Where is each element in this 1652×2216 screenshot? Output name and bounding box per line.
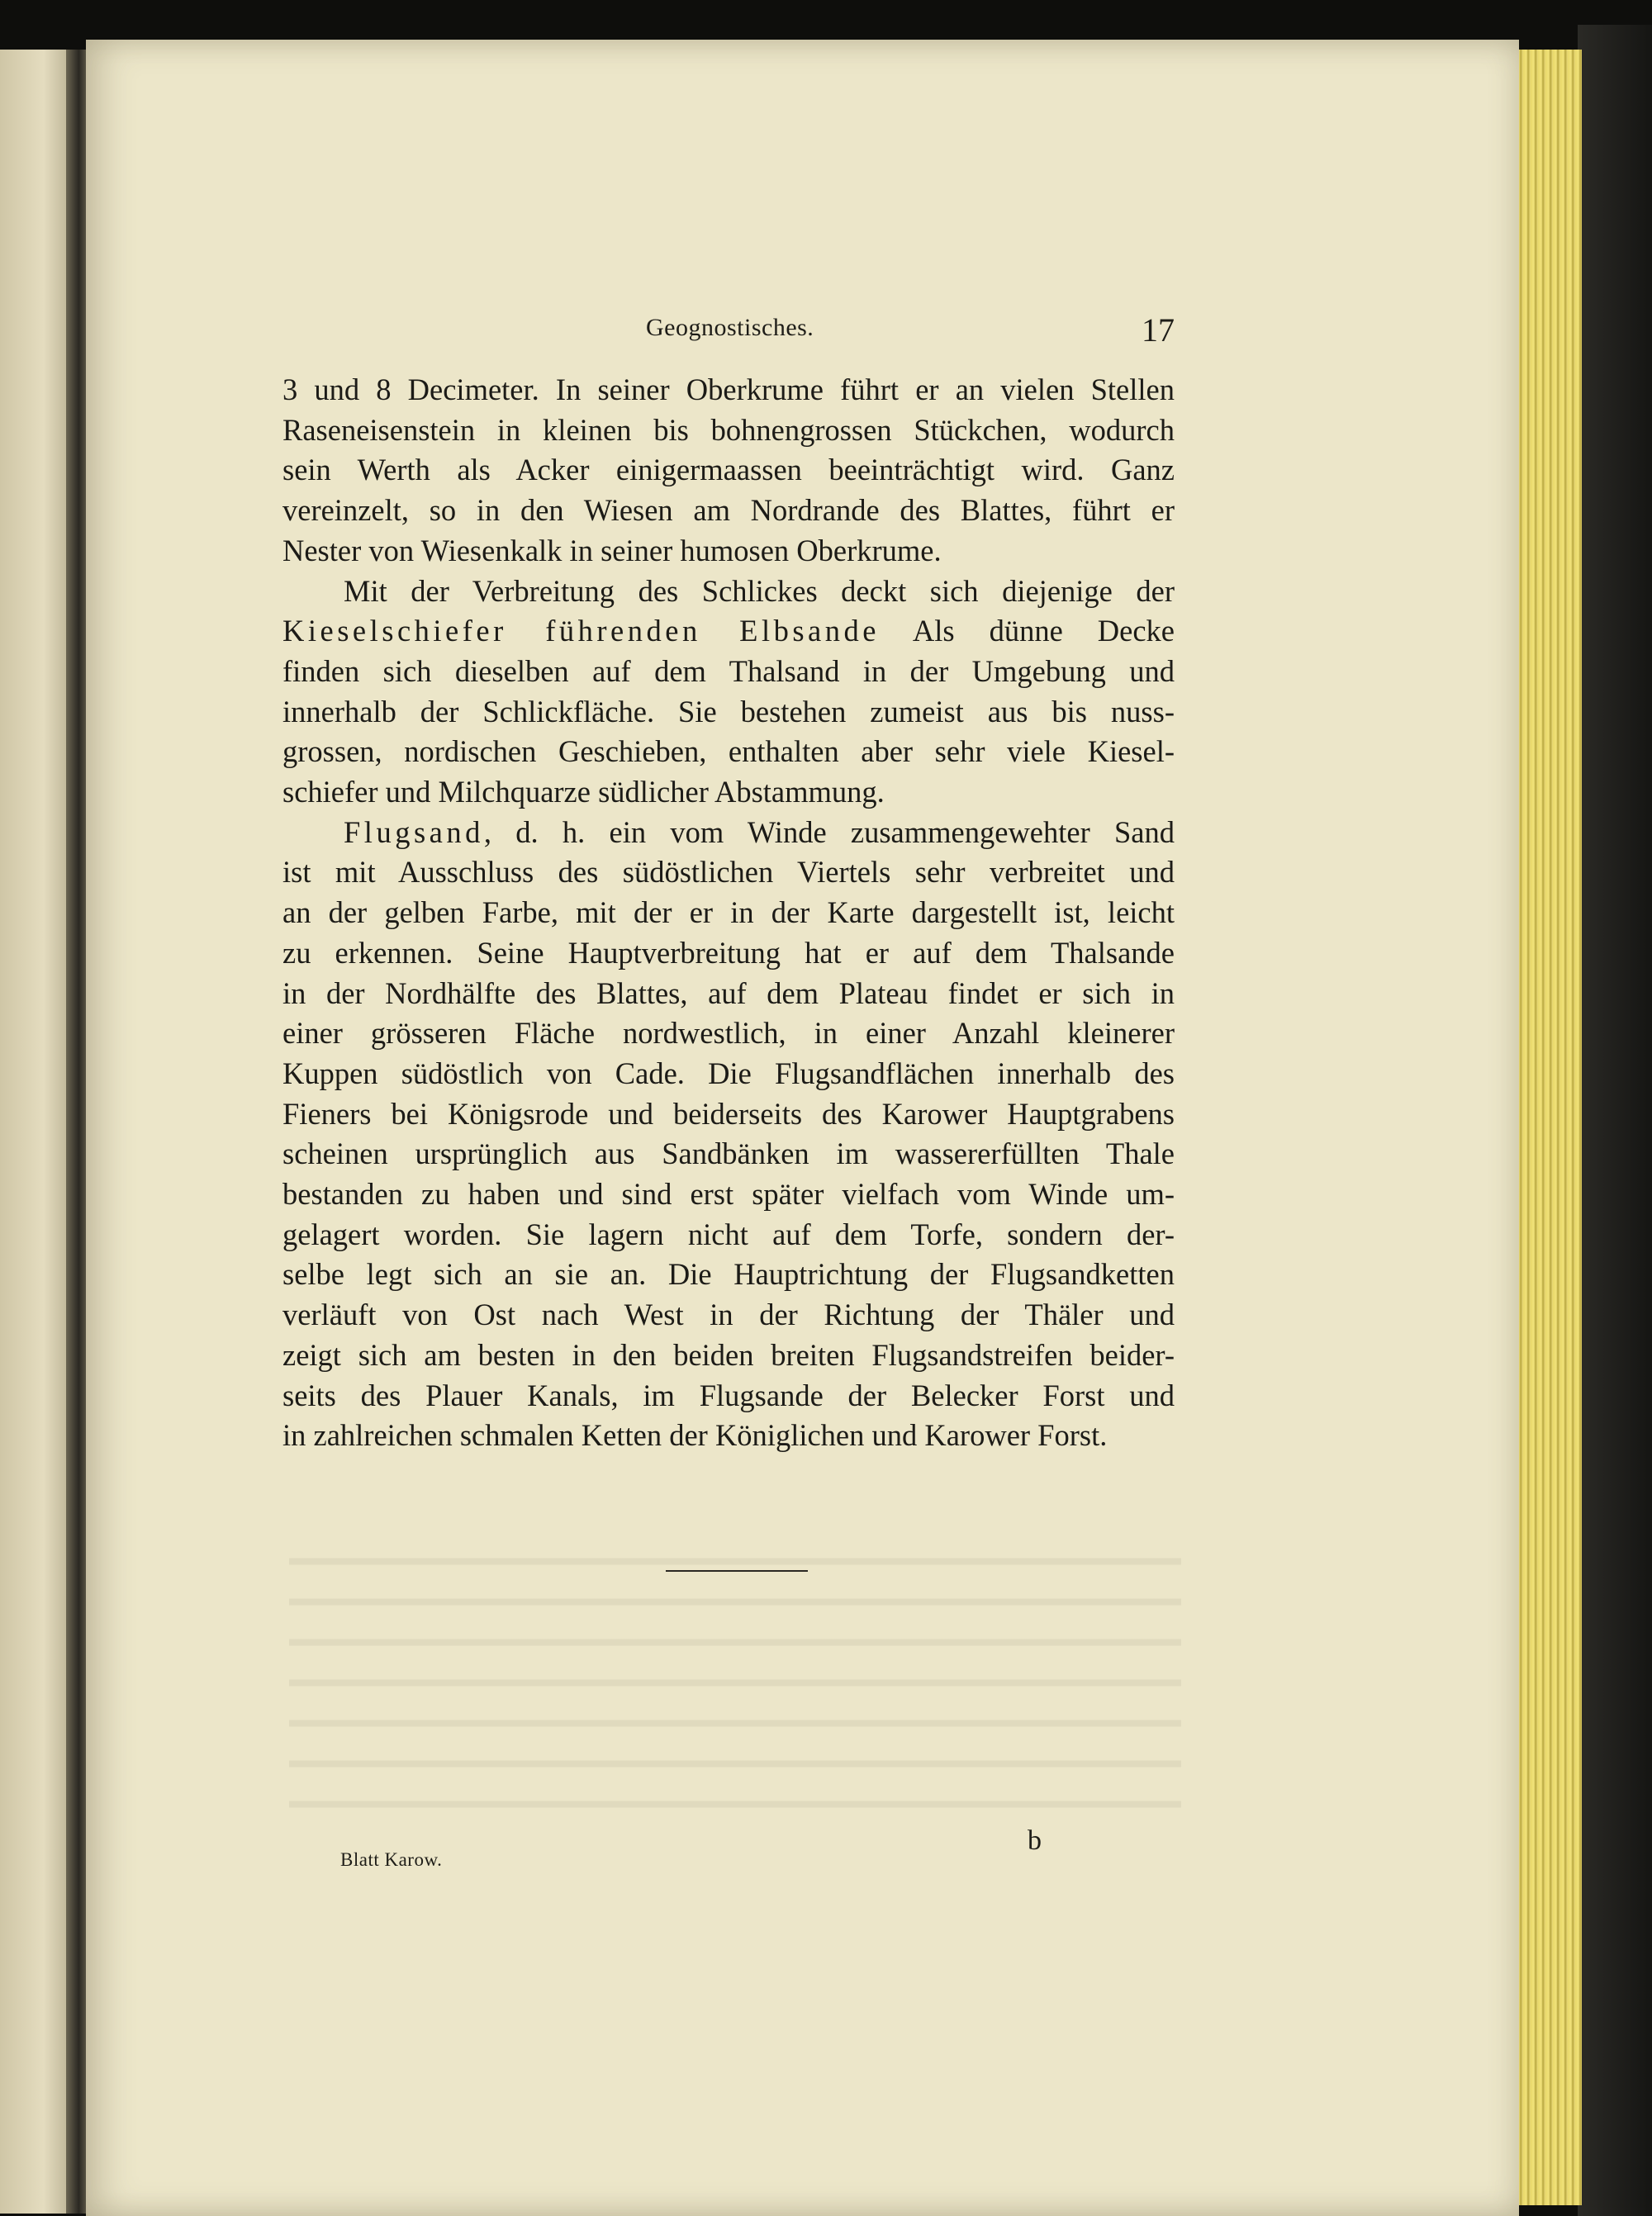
text-line: einer grösseren Fläche nordwestlich, in einer Anzahl kleinerer xyxy=(282,1016,1175,1051)
text-line: vereinzelt, so in den Wiesen am Nordrande des Blattes, führt er xyxy=(282,493,1175,528)
footer-signature-mark: b xyxy=(1028,1825,1042,1856)
text-line: 3 und 8 Decimeter. In seiner Oberkrume führt er an vielen Stellen xyxy=(282,372,1175,406)
text-line: schiefer und Milchquarze südlicher Abstammung. xyxy=(282,775,885,809)
book-cover-edge xyxy=(1578,25,1652,2216)
text-line-with-term xyxy=(282,813,1175,853)
text-fragment: Als dünne Decke xyxy=(879,614,1175,648)
text-line: ist mit Ausschluss des südöstlichen Viertels sehr verbreitet und xyxy=(282,855,1175,890)
text-line: zeigt sich am besten in den beiden breiten Flugsandstreifen beider- xyxy=(282,1337,1175,1372)
running-head-title: Geognostisches. xyxy=(646,314,814,341)
running-head xyxy=(282,311,1175,352)
text-line: verläuft von Ost nach West in der Richtung der Thäler und xyxy=(282,1298,1175,1332)
body-text xyxy=(282,370,1175,1456)
page-edges xyxy=(1516,50,1582,2205)
spaced-term: Kieselschiefer führenden Elbsande xyxy=(282,614,880,648)
text-line: selbe legt sich an sie an. Die Hauptrichtung der Flugsandketten xyxy=(282,1257,1175,1292)
text-line: Nester von Wiesenkalk in seiner humosen Oberkrume. xyxy=(282,533,942,567)
left-page-edge xyxy=(0,50,73,2214)
text-line: zu erkennen. Seine Hauptverbreitung hat er auf dem Thalsande xyxy=(282,935,1175,970)
text-line: bestanden zu haben und sind erst später vielfach vom Winde um- xyxy=(282,1177,1175,1212)
footer-sheet-name: Blatt Karow. xyxy=(340,1849,443,1870)
text-line: in der Nordhälfte des Blattes, auf dem Plateau findet er sich in xyxy=(282,975,1175,1010)
text-line-with-term xyxy=(282,611,1175,652)
text-line: innerhalb der Schlickfläche. Sie bestehen zumeist aus bis nuss- xyxy=(282,694,1175,728)
bleed-through-text xyxy=(289,1536,1181,1834)
text-line: seits des Plauer Kanals, im Flugsande der Belecker Forst und xyxy=(282,1378,1175,1412)
text-line: an der gelben Farbe, mit der er in der Karte dargestellt ist, leicht xyxy=(282,895,1175,930)
text-line: scheinen ursprünglich aus Sandbänken im wassererfüllten Thale xyxy=(282,1136,1175,1171)
text-line: finden sich dieselben auf dem Thalsand in der Umgebung und xyxy=(282,653,1175,688)
text-line: Fieners bei Königsrode und beiderseits des Karower Hauptgrabens xyxy=(282,1096,1175,1131)
text-fragment: , d. h. ein vom Winde zusammengewehter Sand xyxy=(483,814,1175,849)
text-line: Raseneisenstein in kleinen bis bohnengrossen Stückchen, wodurch xyxy=(282,412,1175,447)
text-line: Mit der Verbreitung des Schlickes deckt sich diejenige der xyxy=(344,573,1175,608)
text-line: in zahlreichen schmalen Ketten der Königlichen und Karower Forst. xyxy=(282,1418,1108,1453)
page-number: 17 xyxy=(1142,311,1175,349)
section-end-rule xyxy=(666,1570,808,1572)
text-line: sein Werth als Acker einigermaassen beeinträchtigt wird. Ganz xyxy=(282,453,1175,487)
text-line: gelagert worden. Sie lagern nicht auf dem Torfe, sondern der- xyxy=(282,1217,1175,1251)
text-line: grossen, nordischen Geschieben, enthalten aber sehr viele Kiesel- xyxy=(282,734,1175,769)
text-line: Kuppen südöstlich von Cade. Die Flugsandflächen innerhalb des xyxy=(282,1056,1175,1090)
spaced-term: Flugsand xyxy=(344,814,484,849)
